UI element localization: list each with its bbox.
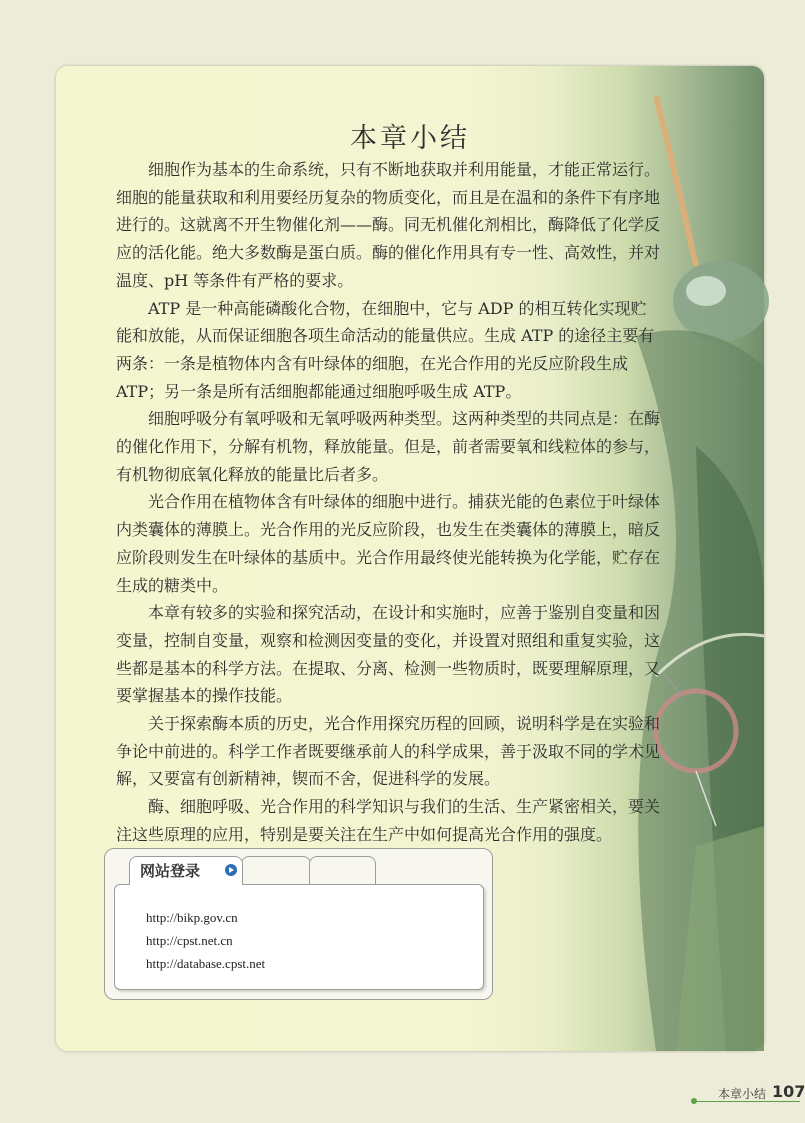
website-link[interactable]: http://bikp.gov.cn xyxy=(146,910,238,925)
paragraph: 细胞呼吸分有氧呼吸和无氧呼吸两种类型。这两种类型的共同点是：在酶的催化作用下，分解有机物，释放能量。但是，前者需要氧和线粒体的参与，有机物彻底氧化释放的能量比后者多。 xyxy=(116,409,661,484)
website-tab[interactable] xyxy=(241,856,311,885)
website-links xyxy=(146,906,265,975)
paragraph: 细胞作为基本的生命系统，只有不断地获取并利用能量，才能正常运行。细胞的能量获取和利用要经历复杂的物质变化，而且是在温和的条件下有序地进行的。这就离不开生物催化剂——酶。同无机催化剂相比，酶降低了化学反应的活化能。绝大多数酶是蛋白质。酶的催化作用具有专一性、高效性，并对温度、pH 等条件有严格的要求。 xyxy=(116,160,661,290)
footer-chapter-label: 本章小结 xyxy=(718,1087,767,1101)
paragraph: 酶、细胞呼吸、光合作用的科学知识与我们的生活、生产紧密相关，要关注这些原理的应用，特别是要关注在生产中如何提高光合作用的强度。 xyxy=(116,797,661,844)
website-tab[interactable] xyxy=(309,856,376,885)
page-title: 本章小结 xyxy=(350,123,470,154)
arrow-right-icon xyxy=(225,864,237,876)
website-box xyxy=(104,848,493,1000)
website-link[interactable]: http://cpst.net.cn xyxy=(146,933,233,948)
summary-text xyxy=(116,156,660,849)
paragraph: ATP 是一种高能磷酸化合物，在细胞中，它与 ADP 的相互转化实现贮能和放能，从而保证细胞各项生命活动的能量供应。生成 ATP 的途径主要有两条：一条是植物体内含有叶绿体的细胞，在光合作用的光反应阶段生成 ATP；另一条是所有活细胞都能通过细胞呼吸生成 ATP。 xyxy=(116,298,655,401)
paragraph: 光合作用在植物体含有叶绿体的细胞中进行。捕获光能的色素位于叶绿体内类囊体的薄膜上。光合作用的光反应阶段，也发生在类囊体的薄膜上，暗反应阶段则发生在叶绿体的基质中。光合作用最终使光能转换为化学能，贮存在生成的糖类中。 xyxy=(116,492,661,595)
website-box-title: 网站登录 xyxy=(140,862,201,880)
paragraph: 本章有较多的实验和探究活动，在设计和实施时，应善于鉴别自变量和因变量，控制自变量，观察和检测因变量的变化，并设置对照组和重复实验，这些都是基本的科学方法。在提取、分离、检测一些物质时，既要理解原理，又要掌握基本的操作技能。 xyxy=(116,603,661,706)
website-link[interactable]: http://database.cpst.net xyxy=(146,956,266,971)
paragraph: 关于探索酶本质的历史，光合作用探究历程的回顾，说明科学是在实验和争论中前进的。科学工作者既要继承前人的科学成果，善于汲取不同的学术见解，又要富有创新精神，锲而不舍，促进科学的发展。 xyxy=(116,714,661,789)
page-number: 107 xyxy=(772,1082,805,1101)
content-panel xyxy=(56,66,764,1051)
